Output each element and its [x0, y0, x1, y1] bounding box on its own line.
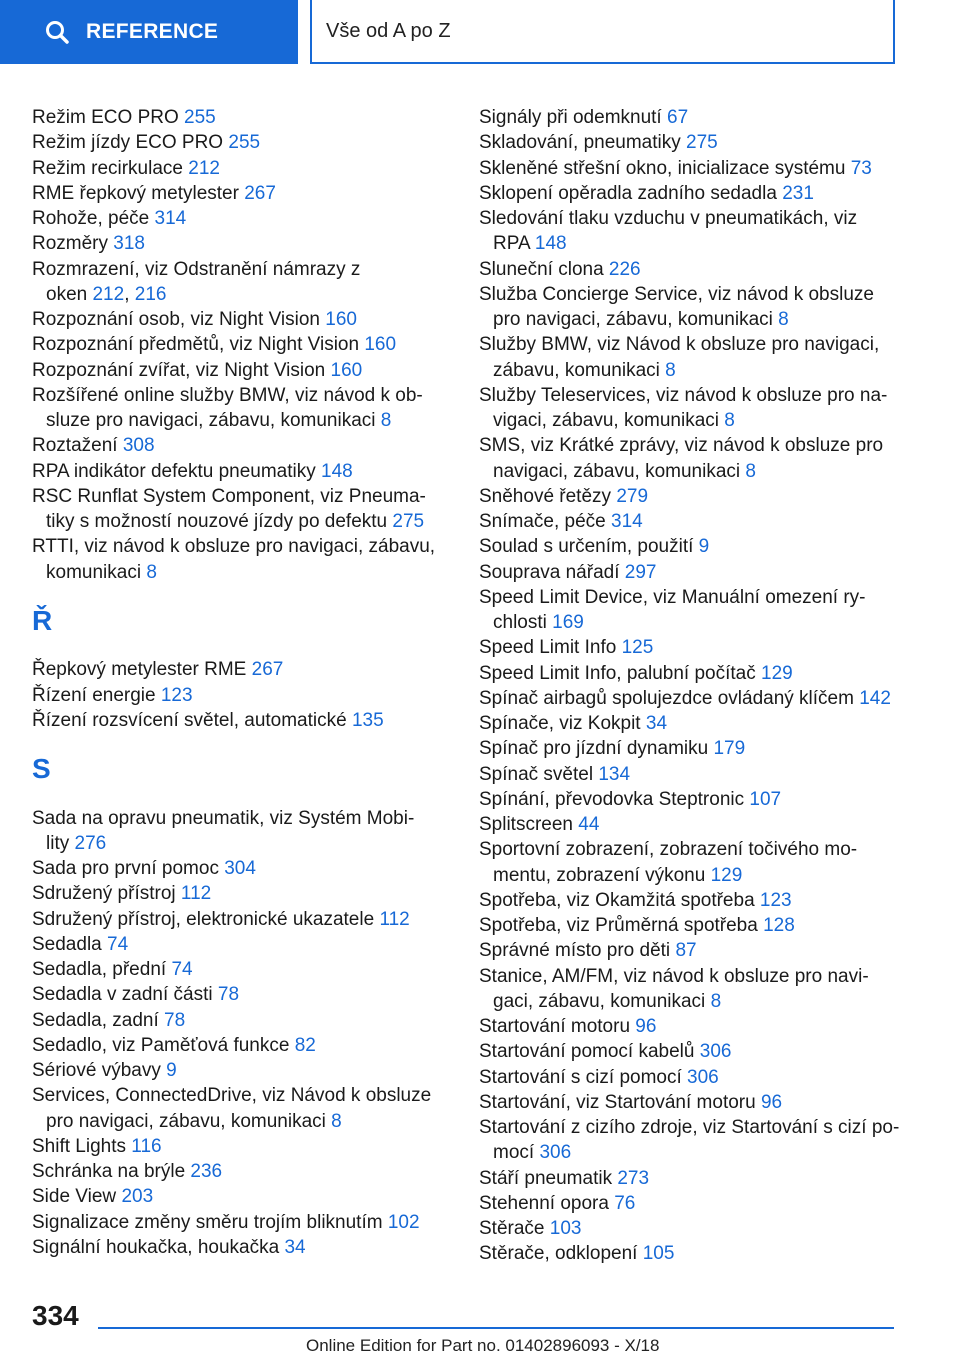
index-entry: Rozmrazení, viz Odstranění námrazy z oken 212, 216 — [32, 258, 361, 305]
index-entry-text: Řepkový metylester RME — [32, 659, 252, 681]
index-entry — [32, 1159, 442, 1184]
index-entry-text: SMS, viz Krátké zprávy, viz návod k obsluze pro — [479, 435, 884, 457]
index-entry-text: Služby Teleservices, viz návod k obsluze pro na‐ — [479, 384, 888, 406]
index-entry — [479, 130, 899, 155]
index-entry — [479, 711, 899, 736]
index-entry-text: Signální houkačka, houkačka — [32, 1236, 285, 1258]
page-number: 334 — [32, 1300, 79, 1331]
page-link[interactable]: 304 — [224, 858, 256, 879]
index-entry — [479, 332, 899, 383]
index-entry — [479, 257, 899, 282]
page-link[interactable]: 8 — [380, 410, 392, 431]
index-entry-text: Režim recirkulace — [32, 157, 189, 179]
page-link[interactable]: 231 — [782, 182, 814, 204]
page-link[interactable]: 9 — [166, 1060, 177, 1081]
page-link[interactable]: 135 — [351, 709, 384, 731]
index-entry-text: Sněhové řetězy — [479, 485, 617, 507]
page-link[interactable]: 273 — [617, 1167, 650, 1189]
index-entry-text: Režim ECO PRO — [32, 107, 185, 128]
index-entry-text: Stěrače, odklopení — [479, 1243, 643, 1265]
page-link[interactable]: 44 — [578, 814, 600, 835]
page-link[interactable]: 8 — [665, 359, 676, 381]
index-entry — [479, 812, 899, 837]
index-entry-continuation: pro navigaci, zábavu, komunikaci — [46, 1110, 332, 1132]
page-link[interactable]: 160 — [364, 334, 397, 356]
index-entry-text: Souprava nářadí — [479, 561, 625, 583]
index-entry-continuation: mocí — [493, 1142, 540, 1164]
index-entry-text: Sériové výbavy — [32, 1060, 167, 1081]
index-entry-continuation: oken — [46, 283, 93, 305]
index-entry-continuation: pro navigaci, zábavu, komunikaci — [493, 309, 779, 330]
page-link[interactable]: 8 — [710, 990, 722, 1012]
index-entry-text: Startování z cizího zdroje, viz Startování s cizí po‐ — [479, 1117, 900, 1138]
index-entry — [479, 1065, 899, 1090]
index-entry-text: RPA indikátor defektu pneumatiky — [32, 460, 322, 482]
index-entry — [479, 736, 899, 761]
page-link[interactable]: 8 — [778, 309, 789, 330]
page-link[interactable]: 112 — [180, 883, 212, 905]
page-link[interactable]: 318 — [113, 233, 145, 255]
index-entry — [32, 231, 442, 256]
page-link[interactable]: 129 — [761, 662, 793, 684]
index-entry-text: Startování s cizí pomocí — [479, 1066, 688, 1088]
index-entry-text: Soulad s určením, použití — [479, 536, 699, 558]
index-entry-text: Services, ConnectedDrive, viz Návod k obsluze — [32, 1085, 432, 1107]
page-link[interactable]: 203 — [121, 1186, 154, 1208]
index-entry-text: RME řepkový metylester — [32, 182, 245, 204]
index-entry-text: Side View — [32, 1186, 122, 1208]
index-entry-continuation: komunikaci — [46, 561, 147, 583]
page-link[interactable]: 148 — [534, 233, 567, 255]
page-link[interactable]: 306 — [539, 1142, 572, 1164]
index-entry — [32, 683, 442, 708]
index-entry-continuation: chlosti — [493, 612, 553, 633]
index-entry-text: Skladování, pneumatiky — [479, 132, 687, 154]
index-entry-text: Sdružený přístroj — [32, 883, 181, 905]
index-entry-continuation: RPA — [493, 233, 535, 255]
page-link[interactable]: 142 — [859, 687, 891, 709]
page-link[interactable]: 8 — [724, 410, 735, 431]
index-entry-text: RTTI, viz návod k obsluze pro navigaci, zábavu, — [32, 536, 436, 558]
index-entry-text: Sdružený přístroj, elektronické ukazatele — [32, 908, 380, 930]
page-link[interactable]: 275 — [686, 132, 718, 154]
index-entry — [479, 156, 899, 181]
index-entry — [32, 1210, 442, 1235]
index-entry — [479, 560, 899, 585]
index-entry — [479, 1241, 899, 1266]
index-entry-text: Schránka na brýle — [32, 1161, 191, 1182]
page-link[interactable]: 226 — [608, 258, 641, 280]
index-entry-text: Stehenní opora — [479, 1192, 615, 1214]
page-link[interactable]: 212 — [188, 157, 220, 179]
page-link[interactable]: 275 — [392, 511, 425, 532]
index-entry — [479, 105, 899, 130]
index-entry — [479, 661, 899, 686]
page-link[interactable]: 76 — [614, 1192, 636, 1214]
index-entry — [32, 907, 442, 932]
page-link[interactable]: 105 — [642, 1243, 675, 1265]
page-link[interactable]: 128 — [763, 915, 795, 936]
section-title: Vše od A po Z — [326, 19, 451, 42]
page-link[interactable]: 276 — [74, 832, 107, 854]
section-header — [310, 0, 895, 64]
index-entry — [479, 1166, 899, 1191]
page-link[interactable]: 267 — [244, 182, 276, 204]
index-entry — [32, 1083, 442, 1134]
index-letter-heading: Ř — [32, 604, 53, 636]
index-entry-text: Splitscreen — [479, 814, 579, 835]
index-entry-text: Řízení energie — [32, 684, 161, 706]
index-entry — [479, 585, 899, 636]
index-entry-continuation: mentu, zobrazení výkonu — [493, 864, 711, 886]
index-entry — [32, 982, 442, 1007]
index-entry-text: RSC Runflat System Component, viz Pneuma‐ — [32, 485, 426, 507]
index-column-right — [479, 105, 899, 1267]
index-entry — [479, 484, 899, 509]
index-entry — [32, 932, 442, 957]
index-entry-text: Spínač airbagů spolujezdce ovládaný klíčem — [479, 687, 860, 709]
index-entry — [479, 181, 899, 206]
index-entry-text: Speed Limit Info — [479, 637, 622, 659]
index-entry — [32, 484, 442, 535]
index-entry-text: Startování, viz Startování motoru — [479, 1091, 761, 1113]
page-link[interactable]: 96 — [635, 1016, 657, 1037]
page-link[interactable]: 125 — [621, 637, 654, 659]
index-entry — [479, 635, 899, 660]
index-letter-heading: S — [32, 753, 51, 784]
reference-tab[interactable] — [0, 0, 298, 64]
page-link[interactable]: 297 — [624, 561, 657, 583]
index-entry-text: Služby BMW, viz Návod k obsluze pro navigaci, — [479, 334, 880, 356]
page-link[interactable]: 103 — [549, 1218, 582, 1239]
index-entry-text: Sada pro první pomoc — [32, 858, 225, 879]
index-entry — [32, 181, 442, 206]
page-link[interactable]: 160 — [325, 309, 357, 330]
page-link[interactable]: 87 — [675, 940, 697, 962]
index-entry-text: Stanice, AM/FM, viz návod k obsluze pro navi‐ — [479, 965, 869, 987]
index-entry-text: Rozšířené online služby BMW, viz návod k ob‐ — [32, 384, 423, 406]
index-entry — [32, 1184, 442, 1209]
index-entry-continuation: vigaci, zábavu, komunikaci — [493, 410, 725, 431]
index-entry-text: Speed Limit Device, viz Manuální omezení ry‐ — [479, 586, 866, 608]
index-entry-text: Spotřeba, viz Průměrná spotřeba — [479, 915, 764, 936]
index-entry-text: Sklopení opěradla zadního sedadla — [479, 182, 783, 204]
index-entry-text: Rohože, péče — [32, 208, 155, 229]
index-entry-text: Služba Concierge Service, viz návod k obsluze — [479, 283, 874, 305]
index-entry-continuation: sluze pro navigaci, zábavu, komunikaci — [46, 410, 381, 431]
index-entry — [479, 433, 899, 484]
index-entry-text: Snímače, péče — [479, 511, 612, 532]
index-entry — [32, 383, 442, 434]
index-entry-text: Startování motoru — [479, 1016, 636, 1037]
page-link[interactable]: 123 — [759, 889, 792, 911]
page-link[interactable]: 314 — [154, 208, 187, 229]
index-entry — [479, 837, 899, 888]
page-link[interactable]: 129 — [710, 864, 743, 886]
index-entry-continuation: gaci, zábavu, komunikaci — [493, 990, 711, 1012]
page-link[interactable]: 8 — [331, 1110, 342, 1132]
index-entry-text: Rozpoznání předmětů, viz Night Vision — [32, 334, 365, 356]
page-link[interactable]: 34 — [645, 713, 668, 734]
index-entry — [32, 1134, 442, 1159]
index-entry-text: Spínač světel — [479, 763, 599, 785]
index-entry — [32, 307, 442, 332]
page-link[interactable]: 82 — [294, 1034, 316, 1056]
reference-label: REFERENCE — [86, 20, 219, 43]
page-link[interactable]: 107 — [749, 788, 782, 810]
index-entry-text: Speed Limit Info, palubní počítač — [479, 662, 762, 684]
index-entry-text: Režim jízdy ECO PRO — [32, 132, 229, 154]
index-entry-text: Sada na opravu pneumatik, viz Systém Mobi‐ — [32, 807, 415, 829]
index-entry — [479, 1191, 899, 1216]
index-entry — [32, 1058, 442, 1083]
index-entry-text: Spínač pro jízdní dynamiku — [479, 738, 714, 760]
page-link[interactable]: 306 — [687, 1066, 719, 1088]
index-entry-text: Spínání, převodovka Steptronic — [479, 788, 750, 810]
index-entry — [32, 534, 442, 585]
index-entry-text: Rozpoznání osob, viz Night Vision — [32, 309, 326, 330]
page-link[interactable]: 74 — [171, 959, 193, 980]
page-link[interactable]: 102 — [387, 1211, 420, 1233]
index-entry — [32, 708, 442, 733]
index-entry — [479, 938, 899, 963]
index-column-left — [32, 105, 442, 1260]
index-entry — [479, 1090, 899, 1115]
index-entry — [32, 459, 442, 484]
page-link[interactable]: 255 — [184, 107, 216, 128]
index-entry — [32, 856, 442, 881]
index-entry — [32, 130, 442, 155]
index-entry — [32, 806, 442, 857]
index-entry — [32, 332, 442, 357]
index-entry — [479, 913, 899, 938]
page-link[interactable]: 148 — [321, 460, 353, 482]
index-entry-text: Rozměry — [32, 233, 114, 255]
index-entry — [479, 1115, 899, 1166]
page-link[interactable]: 216 — [134, 283, 167, 305]
index-entry — [32, 881, 442, 906]
index-entry — [32, 1033, 442, 1058]
page-link[interactable]: 78 — [164, 1009, 186, 1031]
index-entry — [32, 358, 442, 383]
index-entry-text: Řízení rozsvícení světel, automatické — [32, 709, 352, 731]
index-entry-text: Stáří pneumatik — [479, 1167, 618, 1189]
index-entry-text: Spínače, viz Kokpit — [479, 713, 646, 734]
index-entry — [479, 383, 899, 434]
index-entry — [479, 1039, 899, 1064]
edition-info: Online Edition for Part no. 01402896093 - X/18 — [306, 1336, 660, 1355]
index-entry-text: Sedadla — [32, 933, 108, 955]
index-entry-text: Skleněné střešní okno, inicializace systému — [479, 157, 851, 179]
page-link[interactable]: 73 — [850, 157, 872, 179]
index-entry-text: Sluneční clona — [479, 258, 609, 280]
index-entry — [479, 534, 899, 559]
page-link[interactable]: 112 — [379, 908, 410, 930]
index-entry-text: Shift Lights — [32, 1135, 132, 1157]
index-entry-continuation: zábavu, komunikaci — [493, 359, 666, 381]
page-link[interactable]: 34 — [284, 1236, 306, 1258]
index-entry-text: Signály při odemknutí — [479, 107, 667, 128]
page-link[interactable]: 236 — [190, 1161, 223, 1182]
index-entry-continuation: tiky s možností nouzové jízdy po defektu — [46, 511, 393, 532]
page-link[interactable]: 96 — [760, 1091, 783, 1113]
page-link[interactable]: 308 — [122, 435, 155, 457]
page-link[interactable]: 179 — [713, 738, 746, 760]
page-link[interactable]: 78 — [217, 984, 240, 1006]
page-link[interactable]: 306 — [699, 1041, 732, 1063]
index-entry-text: Sedadla, zadní — [32, 1009, 165, 1031]
page-link[interactable]: 123 — [160, 684, 193, 706]
index-entry — [32, 433, 442, 458]
page-link[interactable]: 314 — [611, 511, 643, 532]
index-entry — [479, 888, 899, 913]
index-entry — [479, 686, 899, 711]
index-entry — [479, 509, 899, 534]
index-entry — [32, 1235, 442, 1260]
page-link[interactable]: 279 — [616, 485, 649, 507]
index-entry — [32, 105, 442, 130]
page-link[interactable]: 160 — [330, 359, 363, 381]
index-entry-text: Sedadlo, viz Paměťová funkce — [32, 1034, 295, 1056]
index-entry — [479, 964, 899, 1015]
page-link[interactable]: 212 — [92, 283, 125, 305]
page-link[interactable]: 67 — [667, 107, 689, 128]
index-entry-text: Stěrače — [479, 1218, 550, 1239]
page-link[interactable]: 74 — [107, 933, 129, 955]
index-entry-text: Roztažení — [32, 435, 123, 457]
page-link[interactable]: 8 — [146, 561, 157, 583]
index-entry-text: Sportovní zobrazení, zobrazení točivého mo‐ — [479, 839, 858, 861]
index-entry — [479, 787, 899, 812]
index-entry — [32, 657, 442, 682]
footer-divider — [98, 1327, 894, 1329]
page-link[interactable]: 267 — [251, 659, 284, 681]
index-entry — [479, 762, 899, 787]
index-entry-text: Rozmrazení, viz Odstranění námrazy z — [32, 258, 361, 280]
index-entry-text: Startování pomocí kabelů — [479, 1041, 700, 1063]
search-icon — [44, 19, 70, 45]
index-entry-text: Správné místo pro děti — [479, 940, 676, 962]
index-entry-text: Spotřeba, viz Okamžitá spotřeba — [479, 889, 760, 911]
index-entry — [32, 156, 442, 181]
index-entry — [479, 206, 899, 257]
index-entry — [32, 206, 442, 231]
index-entry-text: Signalizace změny směru trojím bliknutím — [32, 1211, 388, 1233]
index-entry-continuation: lity — [46, 832, 75, 854]
page-link[interactable]: 116 — [131, 1135, 162, 1157]
page-link[interactable]: 8 — [745, 460, 756, 482]
index-entry — [32, 957, 442, 982]
index-entry — [479, 1014, 899, 1039]
page-link[interactable]: 9 — [698, 536, 710, 558]
index-entry-text: Sedadla v zadní části — [32, 984, 218, 1006]
index-entry — [479, 282, 899, 333]
index-entry-text: Sedadla, přední — [32, 959, 172, 980]
page-link[interactable]: 255 — [228, 132, 261, 154]
index-entry-text: Sledování tlaku vzduchu v pneumatikách, viz — [479, 208, 858, 229]
page-link[interactable]: 134 — [598, 763, 631, 785]
index-entry-continuation: navigaci, zábavu, komunikaci — [493, 460, 746, 482]
page-link[interactable]: 169 — [552, 612, 584, 633]
index-entry — [32, 1008, 442, 1033]
index-entry — [479, 1216, 899, 1241]
index-entry-text: Rozpoznání zvířat, viz Night Vision — [32, 359, 331, 381]
